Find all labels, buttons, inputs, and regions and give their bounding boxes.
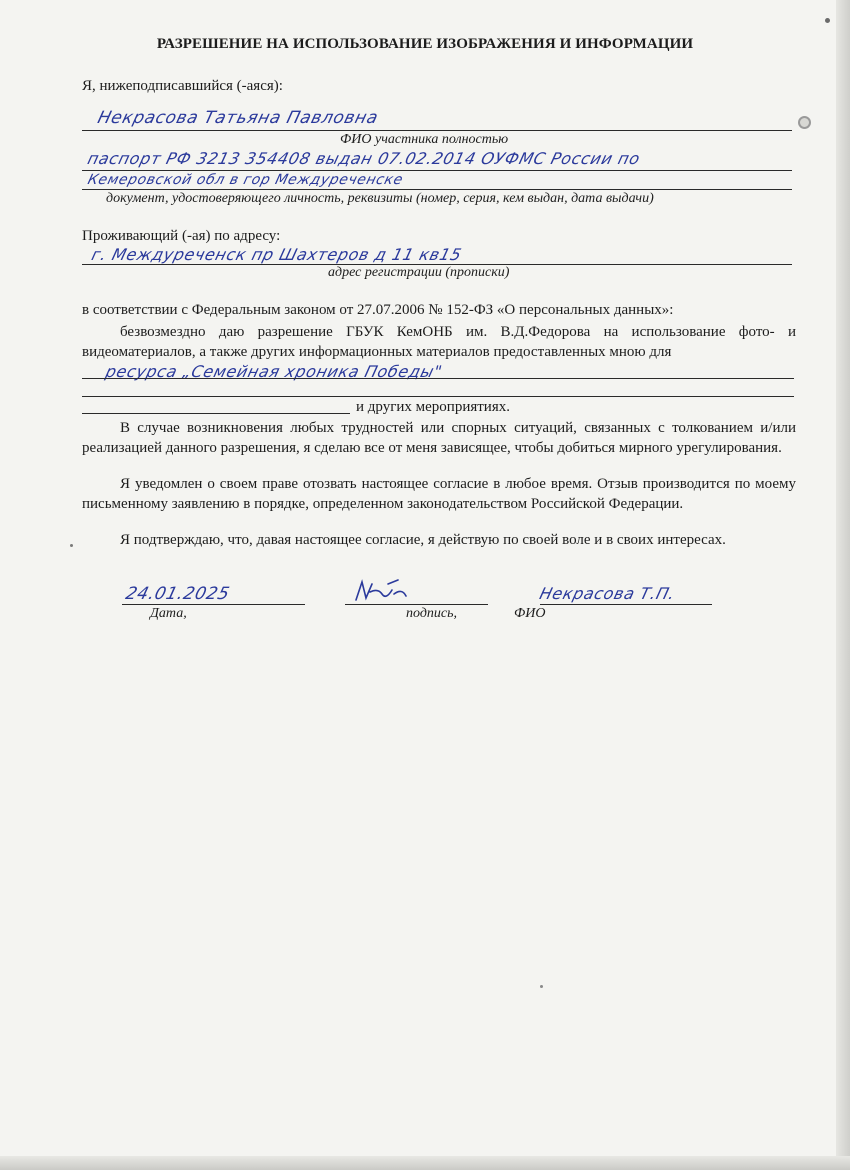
- fio-underline: [540, 604, 712, 605]
- name-underline: [82, 130, 792, 131]
- signature-underline: [345, 604, 488, 605]
- handwritten-fio: Некрасова Т.П.: [537, 584, 678, 603]
- resource-underline-1: [82, 378, 794, 379]
- resource-underline-3: [82, 413, 350, 414]
- law-reference: в соответствии с Федеральным законом от 27.07.2006 № 152-ФЗ «О персональных данных»:: [82, 302, 674, 318]
- handwritten-document-line-1: паспорт РФ 3213 354408 выдан 07.02.2014 ОУФМС России по: [85, 149, 643, 168]
- intro-text: Я, нижеподписавшийся (-аяся):: [82, 78, 283, 94]
- document-underline-2: [82, 189, 792, 190]
- fio-caption: ФИО: [514, 606, 546, 621]
- date-caption: Дата,: [150, 606, 187, 621]
- handwritten-date: 24.01.2025: [123, 584, 232, 604]
- signature-caption: подпись,: [406, 606, 457, 621]
- scan-edge-right: [836, 0, 850, 1170]
- scan-speck: [70, 544, 73, 547]
- document-title: РАЗРЕШЕНИЕ НА ИСПОЛЬЗОВАНИЕ ИЗОБРАЖЕНИЯ И ИНФОРМАЦИИ: [156, 36, 694, 52]
- resource-underline-2: [82, 396, 794, 397]
- punch-hole-mark: [798, 116, 811, 129]
- document-underline-1: [82, 170, 792, 171]
- handwritten-name: Некрасова Татьяна Павловна: [95, 108, 381, 128]
- name-caption: ФИО участника полностью: [340, 132, 509, 147]
- date-underline: [122, 604, 305, 605]
- handwritten-document-line-2: Кемеровской обл в гор Междуреченске: [86, 172, 405, 188]
- revoke-paragraph: Я уведомлен о своем праве отозвать настоящее согласие в любое время. Отзыв производится по моему письменному заявлению в порядке, определенном законодательством Российской Федерации.: [82, 476, 796, 512]
- scan-speck: [825, 18, 830, 23]
- handwritten-resource: ресурса „Семейная хроника Победы": [103, 362, 445, 381]
- scan-speck: [540, 985, 543, 988]
- other-events-text: и других мероприятиях.: [356, 399, 510, 415]
- address-label: Проживающий (-ая) по адресу:: [82, 228, 281, 244]
- disputes-paragraph: В случае возникновения любых трудностей или спорных ситуаций, связанных с толкованием и/или реализацией данного разрешения, я сделаю все от меня зависящее, чтобы добиться мирного урегулирования.: [82, 420, 796, 456]
- grant-paragraph: безвозмездно даю разрешение ГБУК КемОНБ им. В.Д.Федорова на использование фото- и видеоматериалов, а также других информационных материалов предоставленных мною для: [82, 324, 796, 360]
- address-caption: адрес регистрации (прописки): [328, 265, 510, 280]
- handwritten-signature: [352, 578, 412, 606]
- scan-edge-bottom: [0, 1156, 850, 1170]
- handwritten-address: г. Междуреченск пр Шахтеров д 11 кв15: [89, 245, 464, 264]
- confirm-paragraph: Я подтверждаю, что, давая настоящее согласие, я действую по своей воле и в своих интересах.: [120, 532, 726, 548]
- document-caption: документ, удостоверяющего личность, реквизиты (номер, серия, кем выдан, дата выдачи): [106, 191, 654, 206]
